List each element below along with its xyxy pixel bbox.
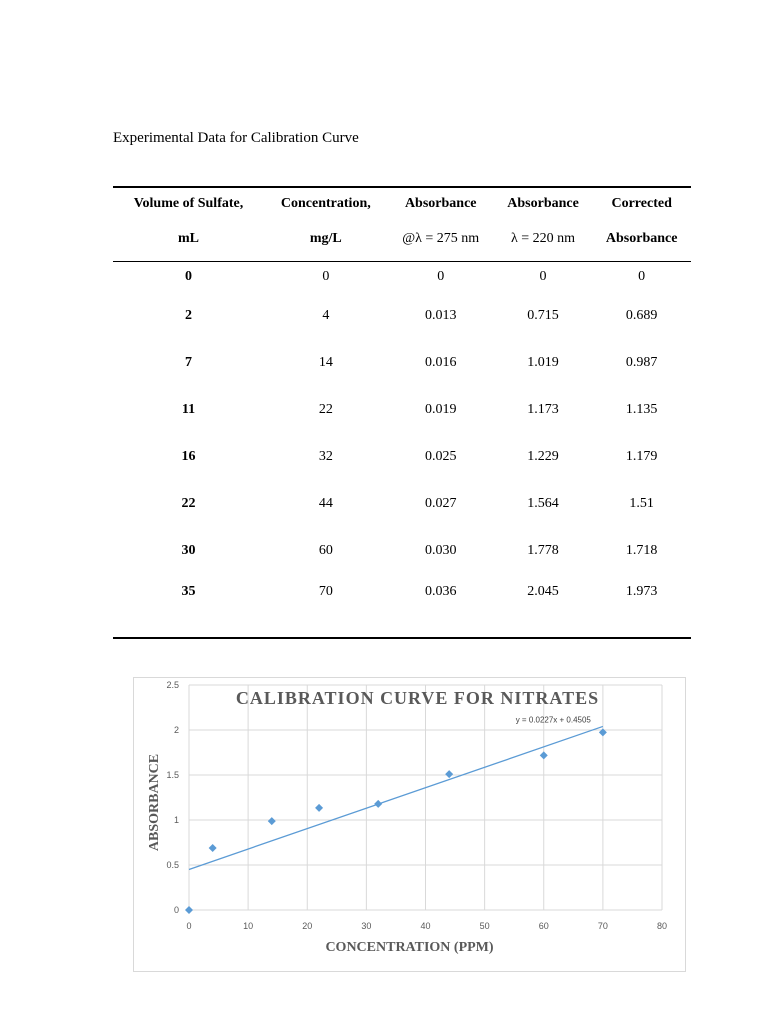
y-tick-label: 0 <box>173 905 179 915</box>
table-cell: 0 <box>184 269 192 284</box>
table-cell: 2 <box>184 307 192 323</box>
header-absorbance220-line2: λ = 220 nm <box>494 217 593 262</box>
table-cell: 1.019 <box>527 354 559 370</box>
x-tick-label: 0 <box>186 921 192 931</box>
table-cell: 0.030 <box>424 542 457 558</box>
data-point <box>209 844 217 852</box>
x-tick-label: 50 <box>479 921 490 931</box>
x-axis-label: CONCENTRATION (PPM) <box>325 940 494 955</box>
table-row <box>113 386 691 433</box>
table-cell: 1.173 <box>527 401 559 417</box>
table-row <box>113 480 691 527</box>
table-cell: 0 <box>437 269 445 284</box>
calibration-data-table <box>113 186 691 639</box>
x-tick-label: 10 <box>243 921 254 931</box>
table-cell: 32 <box>318 448 333 464</box>
table-cell: 1.564 <box>527 495 559 511</box>
table-body <box>113 262 691 639</box>
header-volume-line1: Volume of Sulfate, <box>133 195 244 211</box>
data-point <box>540 751 548 759</box>
chart-title: CALIBRATION CURVE FOR NITRATES <box>235 688 600 708</box>
table-cell: 0.987 <box>625 354 658 370</box>
table-cell: 22 <box>318 401 333 417</box>
table-cell: 11 <box>181 401 196 417</box>
trendline <box>189 726 603 869</box>
data-point <box>315 804 323 812</box>
table-cell: 44 <box>318 495 333 511</box>
header-corrected-line1: Corrected <box>611 195 672 211</box>
table-cell: 60 <box>318 542 333 558</box>
table-cell: 7 <box>184 354 192 370</box>
header-concentration-line1: Concentration, <box>280 195 371 211</box>
chart-svg <box>134 678 687 973</box>
y-tick-label: 2.5 <box>166 680 179 690</box>
data-point <box>268 817 276 825</box>
table-cell: 0.036 <box>388 574 494 638</box>
table-cell: 22 <box>181 495 196 511</box>
y-tick-label: 1.5 <box>166 770 179 780</box>
table-row <box>113 574 691 638</box>
data-point <box>185 906 193 914</box>
table-cell: 70 <box>264 574 388 638</box>
data-point <box>374 800 382 808</box>
y-tick-label: 1 <box>173 815 179 825</box>
table-cell: 1.778 <box>527 542 559 558</box>
table-cell: 30 <box>181 542 196 558</box>
header-concentration-line2: mg/L <box>264 217 388 262</box>
table-cell: 0.027 <box>424 495 457 511</box>
calibration-chart <box>133 677 686 972</box>
table-row <box>113 433 691 480</box>
table-cell: 4 <box>322 307 330 323</box>
table-cell: 1.135 <box>625 401 658 417</box>
table-cell: 0.016 <box>424 354 457 370</box>
table-cell: 0 <box>638 269 646 284</box>
x-tick-label: 20 <box>302 921 313 931</box>
table-caption: Experimental Data for Calibration Curve <box>113 130 359 146</box>
trendline-equation: y = 0.0227x + 0.4505 <box>515 715 591 725</box>
table-cell: 0 <box>539 269 547 284</box>
x-tick-label: 80 <box>656 921 668 931</box>
y-tick-label: 2 <box>173 725 179 735</box>
table-row <box>113 262 691 293</box>
table-row <box>113 527 691 574</box>
x-tick-label: 70 <box>597 921 608 931</box>
table-cell: 0 <box>322 269 330 284</box>
header-absorbance275-line1: Absorbance <box>404 195 477 211</box>
table-cell: 35 <box>113 574 264 638</box>
table-cell: 1.973 <box>592 574 691 638</box>
table-cell: 1.51 <box>629 495 654 511</box>
y-axis-label: ABSORBANCE <box>147 753 162 852</box>
header-corrected-line2: Absorbance <box>592 217 691 262</box>
y-tick-label: 0.5 <box>166 860 179 870</box>
x-tick-label: 40 <box>420 921 431 931</box>
table-cell: 0.715 <box>527 307 559 323</box>
x-tick-label: 60 <box>538 921 549 931</box>
table-row <box>113 292 691 339</box>
table-row <box>113 339 691 386</box>
table-cell: 1.179 <box>625 448 658 464</box>
table-cell: 0.019 <box>424 401 457 417</box>
table-cell: 0.025 <box>424 448 457 464</box>
table-cell: 14 <box>318 354 333 370</box>
table-cell: 0.689 <box>625 307 658 323</box>
header-volume-line2: mL <box>113 217 264 262</box>
table-cell: 1.229 <box>527 448 559 464</box>
table-cell: 1.718 <box>625 542 658 558</box>
data-point <box>445 770 453 778</box>
table-cell: 16 <box>181 448 196 464</box>
table-cell: 0.013 <box>424 307 457 323</box>
header-absorbance275-line2: @λ = 275 nm <box>388 217 494 262</box>
x-tick-label: 30 <box>361 921 372 931</box>
header-absorbance220-line1: Absorbance <box>507 195 579 211</box>
table-cell: 2.045 <box>494 574 593 638</box>
table-header <box>113 187 691 262</box>
